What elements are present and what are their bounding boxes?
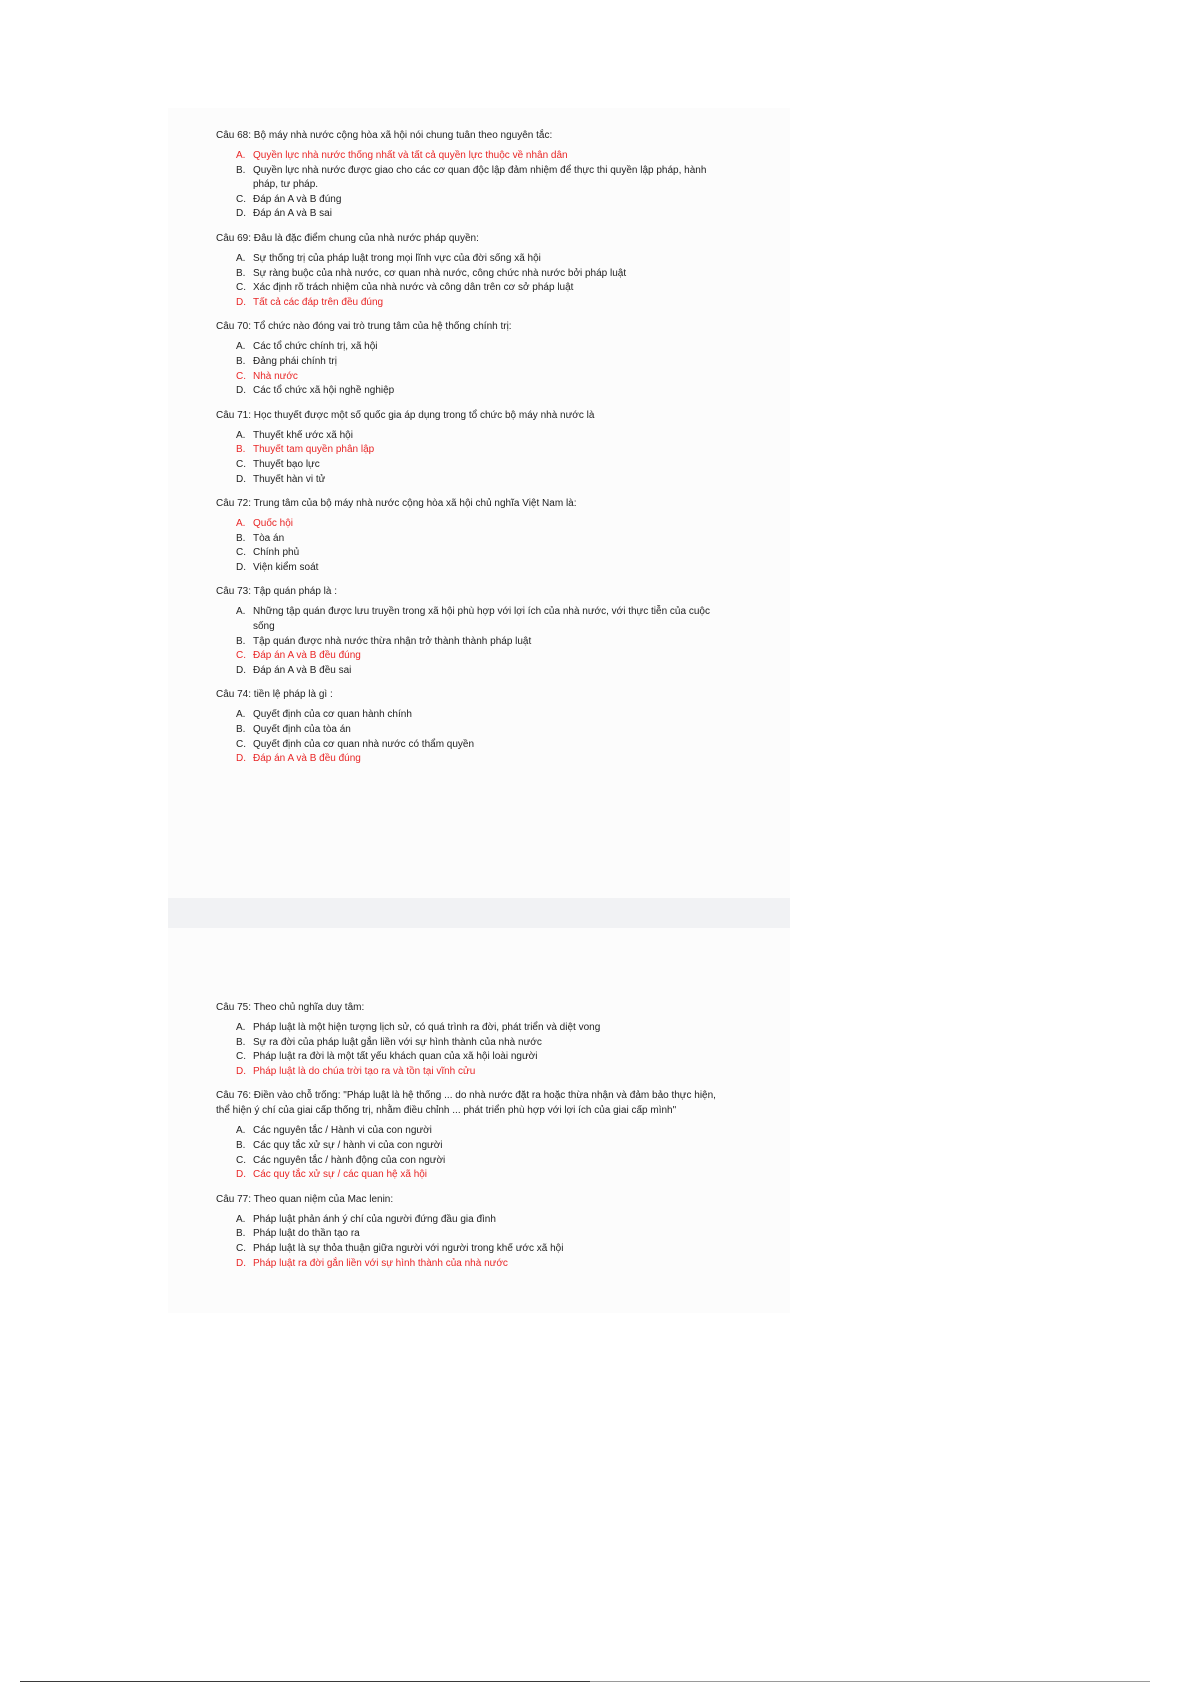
answer-option-correct xyxy=(216,1065,716,1080)
option-letter: C. xyxy=(236,547,246,559)
option-text: Các quy tắc xử sự / hành vi của con người xyxy=(253,1139,443,1151)
answer-option xyxy=(216,1050,716,1065)
answer-option xyxy=(216,1227,716,1242)
answer-option xyxy=(216,532,716,547)
option-letter: A. xyxy=(236,518,246,530)
option-letter: B. xyxy=(236,164,246,176)
option-text: Xác định rõ trách nhiệm của nhà nước và công dân trên cơ sở pháp luật xyxy=(253,282,574,294)
option-text: Chính phủ xyxy=(253,547,300,559)
option-text: Pháp luật là do chúa trời tạo ra và tồn tại vĩnh cửu xyxy=(253,1065,476,1077)
option-letter: B. xyxy=(236,532,246,544)
option-letter: D. xyxy=(236,208,246,220)
option-text: Các nguyên tắc / Hành vi của con người xyxy=(253,1125,432,1137)
option-text: Pháp luật là một hiện tượng lịch sử, có quá trình ra đời, phát triển và diệt vong xyxy=(253,1022,601,1033)
answer-option-correct xyxy=(216,296,716,311)
answer-options xyxy=(216,1124,716,1182)
option-letter: D. xyxy=(236,296,246,308)
question-block xyxy=(216,584,716,678)
question-text: Câu 77: Theo quan niệm của Mac lenin: xyxy=(216,1193,394,1205)
question-block xyxy=(216,1192,716,1271)
option-text: Quốc hội xyxy=(253,518,294,530)
option-text: Các nguyên tắc / hành động của con người xyxy=(253,1154,446,1166)
answer-option xyxy=(216,1124,716,1139)
answer-option-correct xyxy=(216,1257,716,1272)
option-letter: B. xyxy=(236,1139,246,1151)
page-gap xyxy=(168,898,790,928)
option-text: Nhà nước xyxy=(253,370,298,382)
option-text: Các tổ chức xã hội nghề nghiệp xyxy=(253,385,395,397)
answer-option xyxy=(216,1242,716,1257)
option-letter: A. xyxy=(236,1022,246,1033)
option-letter: A. xyxy=(236,1213,246,1225)
option-letter: B. xyxy=(236,444,246,456)
option-text: Các quy tắc xử sự / các quan hệ xã hội xyxy=(253,1169,428,1181)
option-text: Sự thống trị của pháp luật trong mọi lĩnh vực của đời sống xã hội xyxy=(253,252,541,264)
option-text: Quyết định của cơ quan hành chính xyxy=(253,709,412,721)
answer-option-correct xyxy=(216,517,716,532)
question-text: Câu 74: tiền lệ pháp là gì : xyxy=(216,689,333,701)
question-list xyxy=(216,128,716,776)
footer-rule-right xyxy=(590,1681,1150,1682)
option-text: Những tập quán được lưu truyền trong xã hội phù hợp với lợi ích của nhà nước, với thực tiễn của cuộc sống xyxy=(253,606,710,633)
option-letter: B. xyxy=(236,1228,246,1240)
answer-option xyxy=(216,355,716,370)
answer-option xyxy=(216,1154,716,1169)
option-letter: A. xyxy=(236,606,246,618)
question-block xyxy=(216,687,716,766)
answer-option-correct xyxy=(216,149,716,164)
option-letter: D. xyxy=(236,385,246,397)
option-letter: A. xyxy=(236,150,246,161)
answer-option xyxy=(216,252,716,267)
question-text: Câu 73: Tập quán pháp là : xyxy=(216,586,338,598)
answer-option xyxy=(216,708,716,723)
scanned-page-top xyxy=(168,108,790,898)
option-text: Đáp án A và B sai xyxy=(253,208,332,220)
question-text: Câu 69: Đâu là đặc điểm chung của nhà nước pháp quyền: xyxy=(216,232,479,244)
option-letter: D. xyxy=(236,753,246,765)
option-text: Tập quán được nhà nước thừa nhận trở thành thành pháp luật xyxy=(253,635,532,647)
answer-option xyxy=(216,738,716,753)
answer-option-correct xyxy=(216,649,716,664)
option-text: Các tổ chức chính trị, xã hội xyxy=(253,341,378,353)
option-letter: B. xyxy=(236,724,246,736)
option-text: Đáp án A và B đều đúng xyxy=(253,753,361,765)
option-letter: C. xyxy=(236,1242,246,1254)
option-text: Pháp luật do thần tạo ra xyxy=(253,1228,360,1240)
answer-option-correct xyxy=(216,370,716,385)
answer-options xyxy=(216,1213,716,1271)
option-letter: D. xyxy=(236,664,246,676)
answer-options xyxy=(216,429,716,487)
answer-option xyxy=(216,1213,716,1228)
answer-options xyxy=(216,340,716,398)
answer-option xyxy=(216,193,716,208)
answer-options xyxy=(216,708,716,766)
option-letter: B. xyxy=(236,635,246,647)
question-block xyxy=(216,231,716,310)
scanned-page-bottom xyxy=(168,928,790,1313)
answer-option xyxy=(216,664,716,679)
answer-option xyxy=(216,429,716,444)
option-letter: C. xyxy=(236,282,246,294)
option-text: Đáp án A và B đều sai xyxy=(253,664,352,676)
question-text: Câu 76: Điền vào chỗ trống: "Pháp luật là hệ thống ... do nhà nước đặt ra hoặc thừa nhận và đảm bảo thực hiện, thể hiện ý chí của giai cấp thống trị, nhằm điều chỉnh ... phát triển phù hợp với lợi ích của giai cấp mình" xyxy=(216,1090,716,1117)
option-letter: C. xyxy=(236,1154,246,1166)
option-letter: A. xyxy=(236,341,246,353)
option-text: Thuyết bạo lực xyxy=(253,458,320,470)
answer-options xyxy=(216,149,716,222)
answer-options xyxy=(216,1021,716,1079)
option-letter: C. xyxy=(236,738,246,750)
option-text: Quyết định của cơ quan nhà nước có thẩm quyền xyxy=(253,738,475,750)
answer-option xyxy=(216,340,716,355)
answer-option xyxy=(216,1139,716,1154)
question-text: Câu 68: Bộ máy nhà nước cộng hòa xã hội nói chung tuân theo nguyên tắc: xyxy=(216,130,553,141)
footer-rule-left xyxy=(20,1681,590,1682)
option-text: Quyền lực nhà nước được giao cho các cơ quan độc lập đảm nhiệm để thực thi quyền lập pháp, hành pháp, tư pháp. xyxy=(253,164,707,191)
question-block xyxy=(216,1000,716,1079)
option-letter: D. xyxy=(236,561,246,573)
option-text: Đáp án A và B đều đúng xyxy=(253,650,361,662)
question-text: Câu 70: Tổ chức nào đóng vai trò trung tâm của hệ thống chính trị: xyxy=(216,321,512,333)
answer-options xyxy=(216,252,716,310)
option-text: Quyết định của tòa án xyxy=(253,724,351,736)
option-text: Sự ràng buộc của nhà nước, cơ quan nhà nước, công chức nhà nước bởi pháp luật xyxy=(253,267,627,279)
option-letter: C. xyxy=(236,1051,246,1063)
answer-option xyxy=(216,605,716,634)
question-block xyxy=(216,496,716,575)
option-text: Quyền lực nhà nước thống nhất và tất cả quyền lực thuộc về nhân dân xyxy=(253,150,568,161)
option-letter: B. xyxy=(236,267,246,279)
option-text: Tất cả các đáp trên đều đúng xyxy=(253,296,384,308)
answer-option xyxy=(216,164,716,193)
option-letter: A. xyxy=(236,1125,246,1137)
option-text: Sự ra đời của pháp luật gắn liền với sự hình thành của nhà nước xyxy=(253,1036,542,1048)
option-letter: C. xyxy=(236,193,246,205)
option-text: Pháp luật là sự thỏa thuận giữa người với người trong khế ước xã hội xyxy=(253,1242,564,1254)
option-letter: D. xyxy=(236,1257,246,1269)
option-letter: A. xyxy=(236,709,246,721)
question-block xyxy=(216,408,716,487)
option-letter: B. xyxy=(236,355,246,367)
answer-option xyxy=(216,635,716,650)
option-letter: C. xyxy=(236,370,246,382)
option-text: Pháp luật ra đời gắn liền với sự hình thành của nhà nước xyxy=(253,1257,508,1269)
option-text: Thuyết khế ước xã hội xyxy=(253,429,353,441)
answer-option-correct xyxy=(216,443,716,458)
option-letter: A. xyxy=(236,429,246,441)
option-text: Tòa án xyxy=(253,532,285,544)
option-letter: D. xyxy=(236,1065,246,1077)
option-text: Thuyết tam quyền phân lập xyxy=(253,444,375,456)
option-letter: B. xyxy=(236,1036,246,1048)
answer-options xyxy=(216,517,716,575)
option-letter: C. xyxy=(236,458,246,470)
question-block xyxy=(216,128,716,222)
answer-option xyxy=(216,1036,716,1051)
option-letter: D. xyxy=(236,473,246,485)
option-text: Viện kiểm soát xyxy=(253,561,319,573)
question-text: Câu 75: Theo chủ nghĩa duy tâm: xyxy=(216,1002,365,1013)
option-letter: D. xyxy=(236,1169,246,1181)
option-text: Pháp luật phản ánh ý chí của người đứng đầu gia đình xyxy=(253,1213,496,1225)
answer-option xyxy=(216,207,716,222)
question-block xyxy=(216,1088,716,1182)
answer-option xyxy=(216,384,716,399)
answer-option-correct xyxy=(216,752,716,767)
question-list xyxy=(216,1000,716,1280)
answer-option-correct xyxy=(216,1168,716,1183)
question-text: Câu 72: Trung tâm của bộ máy nhà nước cộng hòa xã hội chủ nghĩa Việt Nam là: xyxy=(216,498,577,510)
answer-option xyxy=(216,1021,716,1036)
answer-option xyxy=(216,281,716,296)
option-letter: A. xyxy=(236,252,246,264)
answer-option xyxy=(216,458,716,473)
answer-options xyxy=(216,605,716,678)
option-text: Pháp luật ra đời là một tất yếu khách quan của xã hội loài người xyxy=(253,1051,538,1063)
question-block xyxy=(216,319,716,398)
answer-option xyxy=(216,723,716,738)
question-text: Câu 71: Học thuyết được một số quốc gia áp dụng trong tổ chức bộ máy nhà nước là xyxy=(216,409,595,421)
answer-option xyxy=(216,546,716,561)
option-text: Đáp án A và B đúng xyxy=(253,193,342,205)
option-text: Đảng phái chính trị xyxy=(253,355,337,367)
answer-option xyxy=(216,561,716,576)
option-letter: C. xyxy=(236,650,246,662)
option-text: Thuyết hàn vi tử xyxy=(253,473,326,485)
answer-option xyxy=(216,473,716,488)
answer-option xyxy=(216,267,716,282)
